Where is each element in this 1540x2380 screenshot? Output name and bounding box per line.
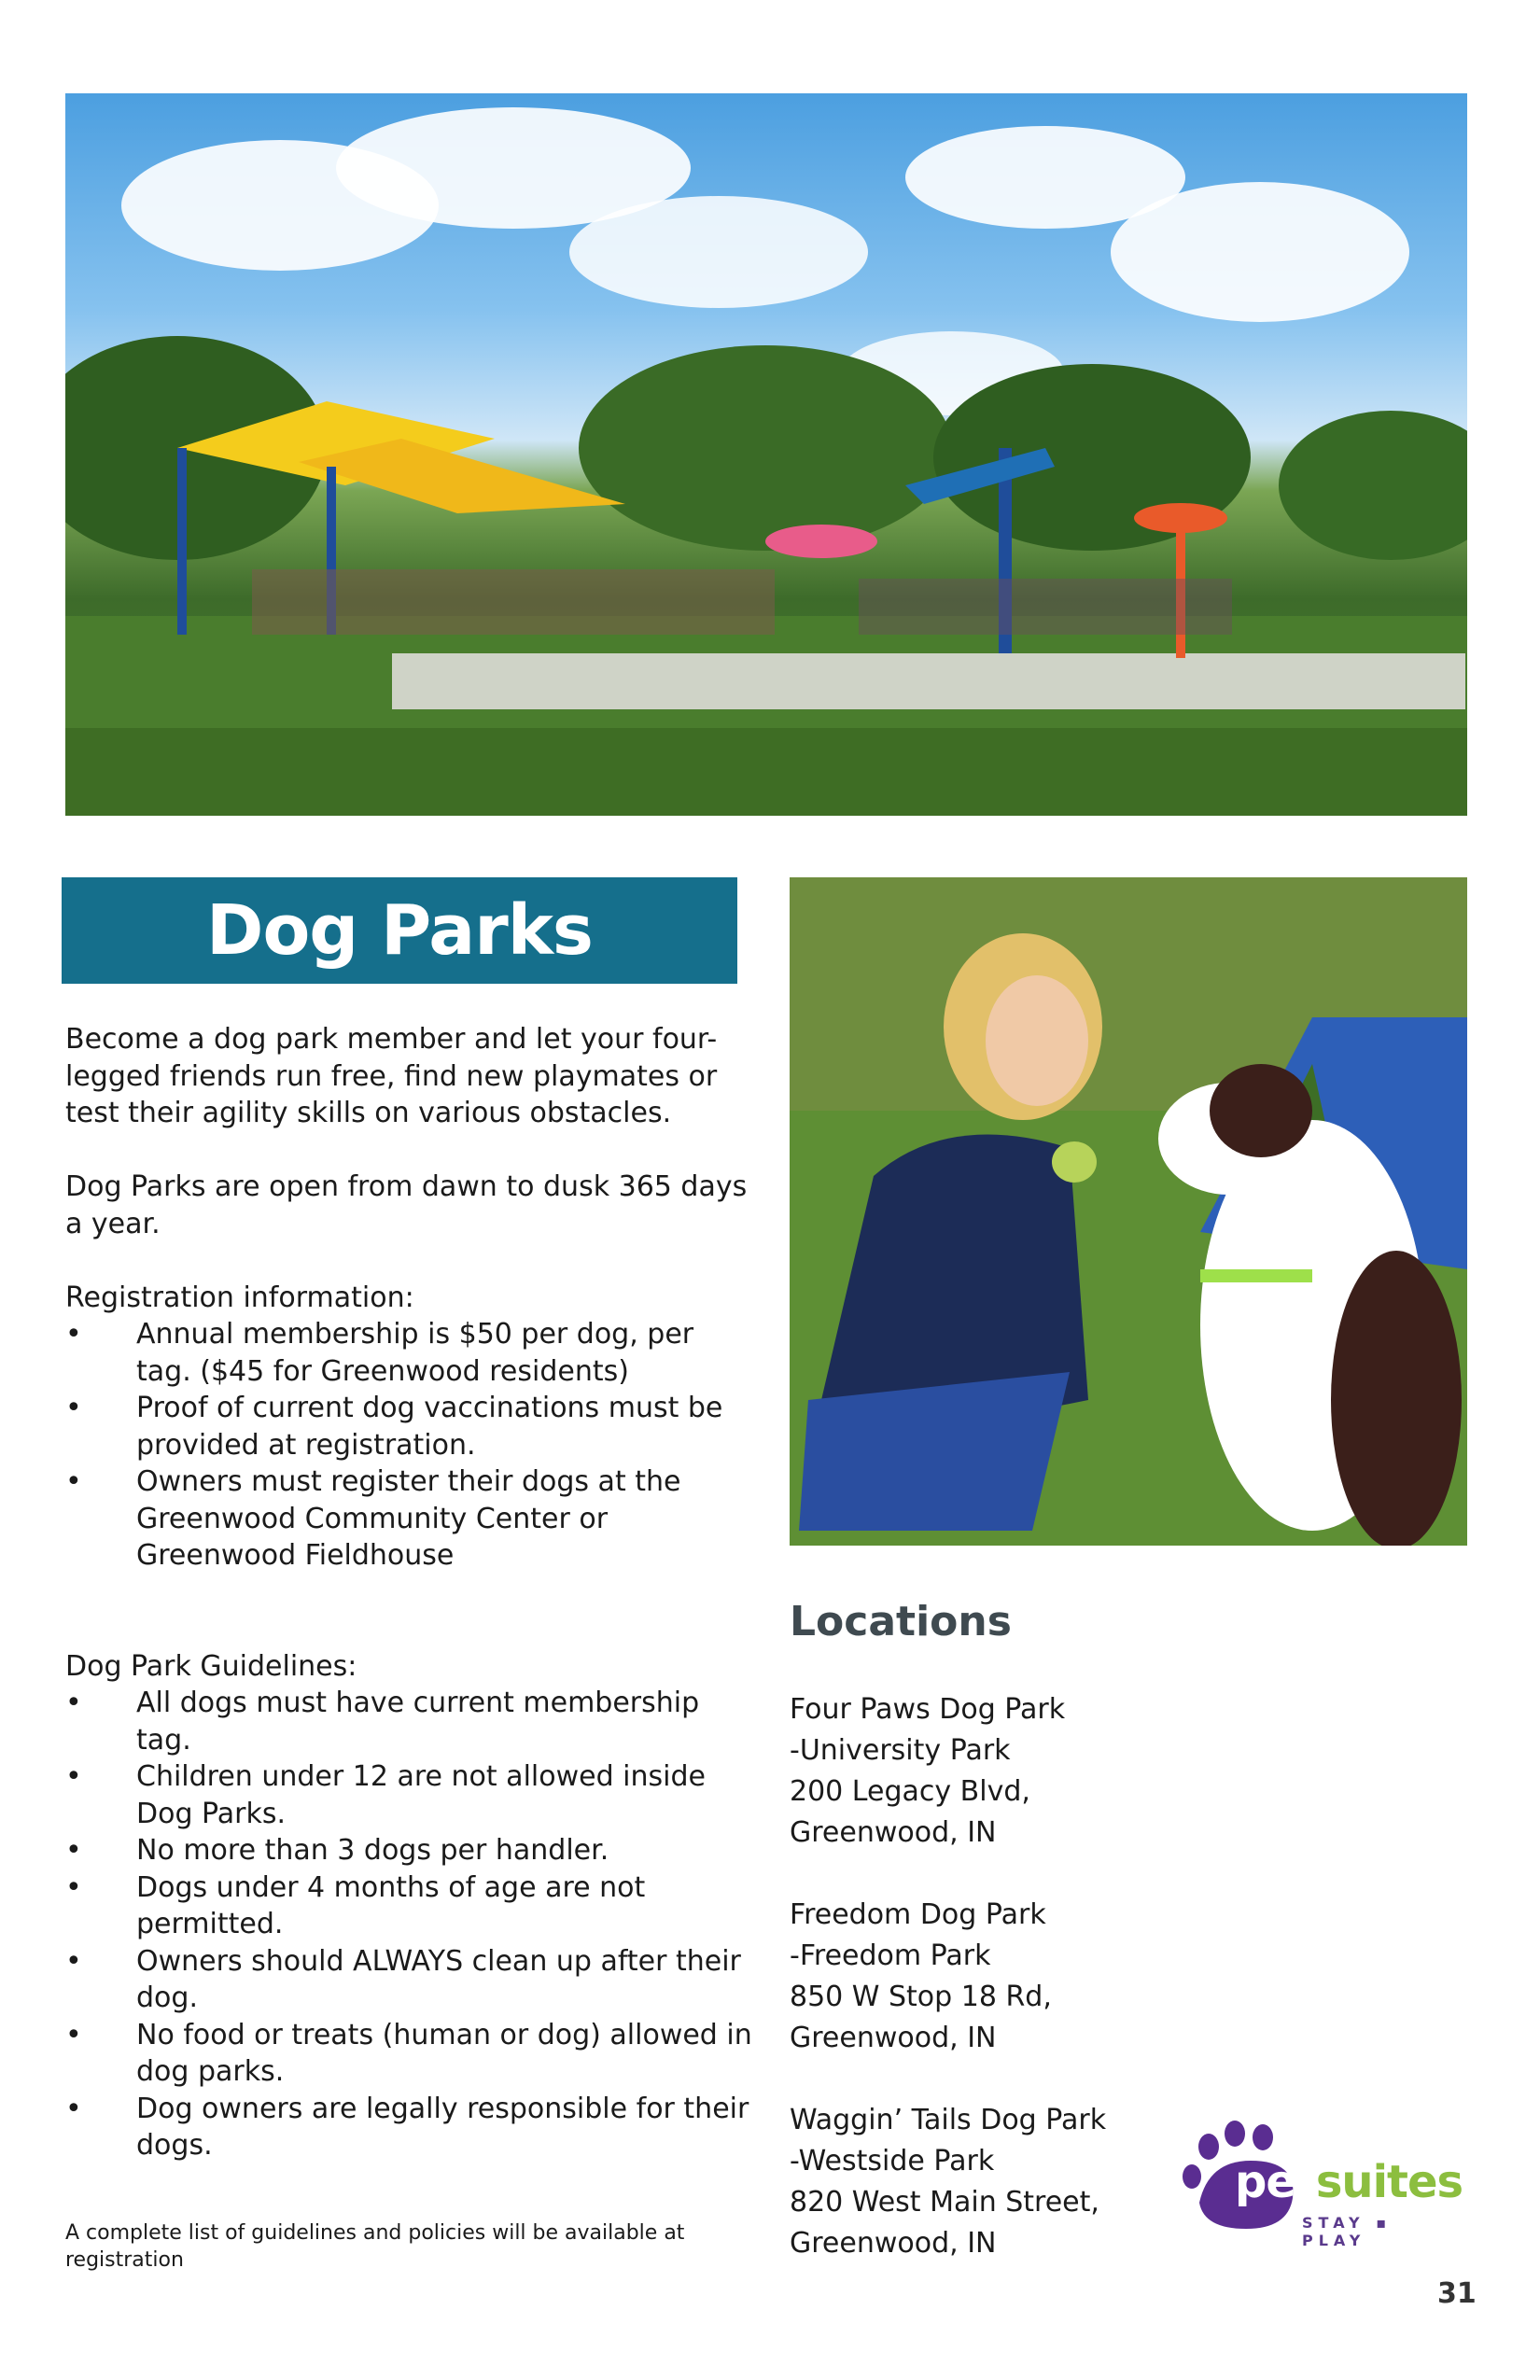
registration-heading: Registration information: <box>65 1281 414 1314</box>
guidelines-heading: Dog Park Guidelines: <box>65 1649 357 1683</box>
location-name: Freedom Dog Park <box>790 1898 1046 1931</box>
location-name: Waggin’ Tails Dog Park <box>790 2104 1107 2136</box>
location-city: Greenwood, IN <box>790 1816 997 1849</box>
page-number: 31 <box>1437 2277 1477 2310</box>
location-entry <box>790 2100 1182 2264</box>
location-name: Four Paws Dog Park <box>790 1693 1066 1726</box>
location-entry <box>790 1689 1182 1854</box>
logo-wordmark <box>1235 2156 1463 2208</box>
list-item: • Annual membership is $50 per dog, per tag. ($45 for Greenwood residents) <box>65 1316 756 1390</box>
location-entry <box>790 1895 1182 2059</box>
intro-paragraph: Become a dog park member and let your four-legged friends run free, find new playmates or test their agility skills on various obstacles. <box>65 1023 718 1129</box>
list-item: • Dog owners are legally responsible for their dogs. <box>65 2091 756 2164</box>
page-title: Dog Parks <box>206 890 593 971</box>
location-street: 820 West Main Street, <box>790 2186 1099 2219</box>
registration-list <box>65 1316 756 1575</box>
location-city: Greenwood, IN <box>790 2227 997 2260</box>
list-item: • Owners must register their dogs at the Greenwood Community Center or Greenwood Fieldhouse <box>65 1463 756 1575</box>
logo-word-pet: pet <box>1235 2156 1316 2208</box>
location-city: Greenwood, IN <box>790 2022 997 2054</box>
woman-with-dog-illustration <box>790 877 1467 1546</box>
hours-paragraph: Dog Parks are open from dawn to dusk 365 days a year. <box>65 1170 748 1240</box>
logo-word-suites: suites <box>1315 2156 1463 2208</box>
splash-pad-illustration <box>65 93 1467 816</box>
location-park: -Westside Park <box>790 2145 995 2177</box>
woman-with-dog-photo <box>790 877 1467 1546</box>
title-banner <box>62 877 737 984</box>
dog-park-info <box>65 1021 756 2164</box>
list-item: • Proof of current dog vaccinations must be provided at registration. <box>65 1390 756 1463</box>
list-item: • All dogs must have current membership tag. <box>65 1685 756 1758</box>
list-item: • No more than 3 dogs per handler. <box>65 1832 756 1869</box>
list-item: • Owners should ALWAYS clean up after their dog. <box>65 1943 756 2017</box>
list-item: • No food or treats (human or dog) allowed in dog parks. <box>65 2017 756 2091</box>
guidelines-list <box>65 1685 756 2164</box>
list-item: • Children under 12 are not allowed inside Dog Parks. <box>65 1758 756 1832</box>
list-item: • Dogs under 4 months of age are not permitted. <box>65 1869 756 1943</box>
location-street: 200 Legacy Blvd, <box>790 1775 1030 1808</box>
locations-list <box>790 1689 1182 2305</box>
locations-heading: Locations <box>790 1598 1012 1645</box>
location-park: -Freedom Park <box>790 1939 991 1972</box>
location-street: 850 W Stop 18 Rd, <box>790 1981 1052 2013</box>
logo-tagline: STAY ▪ PLAY <box>1302 2214 1393 2249</box>
splash-pad-photo <box>65 93 1467 816</box>
petsuites-logo <box>1181 2119 1463 2249</box>
location-park: -University Park <box>790 1734 1011 1767</box>
footnote: A complete list of guidelines and policies will be available at registration <box>65 2221 685 2272</box>
